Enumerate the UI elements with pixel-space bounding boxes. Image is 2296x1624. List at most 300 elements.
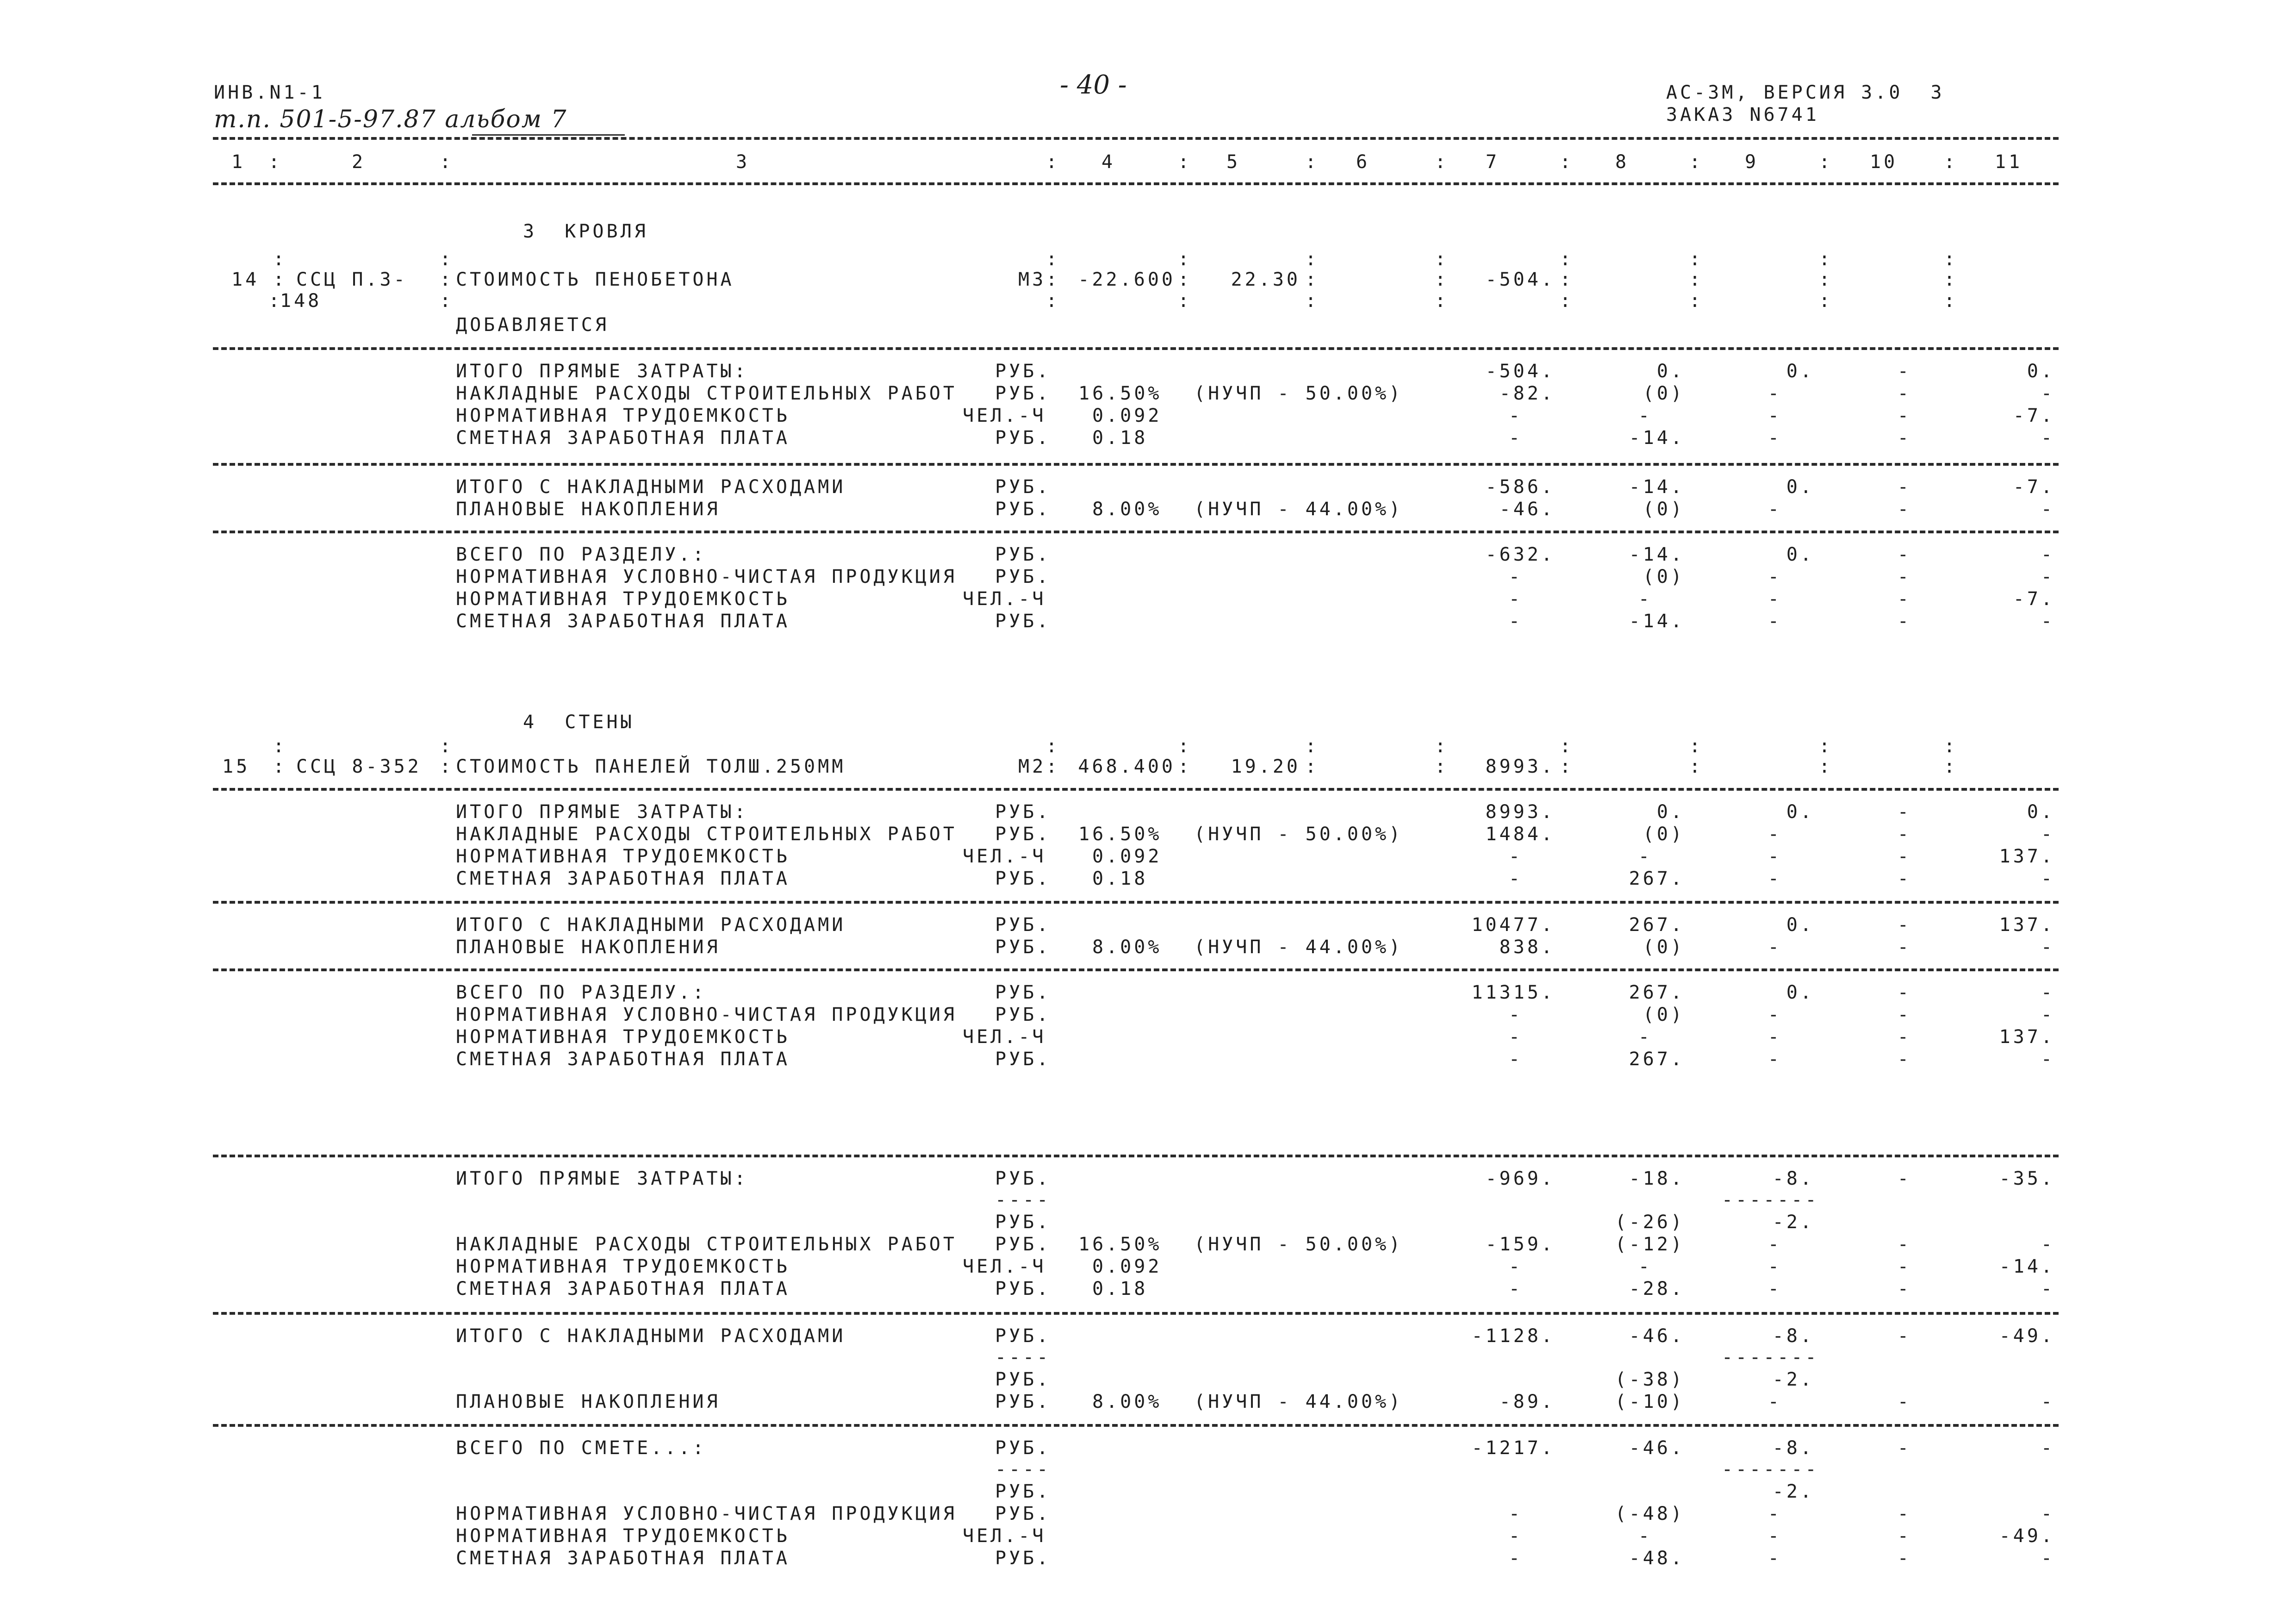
row-unit: ЧЕЛ.-Ч xyxy=(963,1256,1046,1277)
rule xyxy=(213,1424,2059,1427)
cell-c11: - xyxy=(2041,824,2055,845)
cell-c11: - xyxy=(2041,1437,2055,1459)
cell-c8: (0) xyxy=(1643,566,1685,587)
row-unit: РУБ. xyxy=(995,1503,1051,1524)
col-sep: : xyxy=(1046,290,1060,312)
cell-c7: -1128. xyxy=(1471,1325,1555,1347)
cell-c7: - xyxy=(1508,1004,1523,1025)
cell-c7: 8993. xyxy=(1485,801,1555,823)
rate-note: (НУЧП - 50.00%) xyxy=(1194,824,1403,845)
col-sep: : xyxy=(273,249,287,270)
cell-c11: - xyxy=(2041,1234,2055,1255)
cell-c8: -46. xyxy=(1629,1325,1685,1347)
col-sep: : xyxy=(1944,736,1958,757)
row-unit: РУБ. xyxy=(995,499,1051,520)
col-sep: : xyxy=(1305,269,1319,290)
unit-dashes: ---- xyxy=(995,1347,1051,1368)
cell-c8: (-48) xyxy=(1615,1503,1685,1524)
cell-c9: 0. xyxy=(1786,544,1814,565)
row-unit: РУБ. xyxy=(995,1437,1051,1459)
col-sep: : xyxy=(1560,290,1574,312)
cell-c9: -8. xyxy=(1772,1168,1814,1189)
row-unit: РУБ. xyxy=(995,914,1051,936)
col-num-5: 5 xyxy=(1226,151,1241,173)
col-sep: : xyxy=(273,756,287,777)
rate-pct: 16.50% xyxy=(1078,824,1162,845)
col-num-2: 2 xyxy=(352,151,366,173)
col-sep: : xyxy=(1560,249,1574,270)
section-heading: 4 СТЕНЫ xyxy=(523,712,635,733)
cell-c10: - xyxy=(1897,361,1911,382)
cell-c9: - xyxy=(1767,427,1782,449)
item-cost: 8993. xyxy=(1485,756,1555,777)
cell-c8: - xyxy=(1638,1256,1652,1277)
cell-c7: 1484. xyxy=(1485,824,1555,845)
row-unit: ЧЕЛ.-Ч xyxy=(963,846,1046,867)
cell-c11: - xyxy=(2041,1503,2055,1524)
cell-c7: - xyxy=(1508,588,1523,610)
item-cost: -504. xyxy=(1485,269,1555,290)
system-version: АС-3М, ВЕРСИЯ 3.0 3 xyxy=(1666,82,1945,103)
row-label: НОРМАТИВНАЯ УСЛОВНО-ЧИСТАЯ ПРОДУКЦИЯ xyxy=(456,1004,957,1025)
row-unit: РУБ. xyxy=(995,868,1051,889)
row-label: ПЛАНОВЫЕ НАКОПЛЕНИЯ xyxy=(456,937,721,958)
cell-c7: - xyxy=(1508,1548,1523,1569)
row-label: ИТОГО С НАКЛАДНЫМИ РАСХОДАМИ xyxy=(456,476,846,498)
item-code: ССЦ П.3- xyxy=(296,269,408,290)
cell-c7: - xyxy=(1508,1026,1523,1048)
cell-c9: - xyxy=(1767,1391,1782,1412)
cell-c7: - xyxy=(1508,405,1523,426)
cell-c9: - xyxy=(1767,499,1782,520)
cell-c11: - xyxy=(2041,1004,2055,1025)
row-unit: ЧЕЛ.-Ч xyxy=(963,1026,1046,1048)
cell-c9: 0. xyxy=(1786,361,1814,382)
rule xyxy=(213,1312,2059,1315)
item-code: ССЦ 8-352 xyxy=(296,756,422,777)
header-rule-top xyxy=(213,137,2059,140)
cell-c10: - xyxy=(1897,1234,1911,1255)
rate-note: (НУЧП - 44.00%) xyxy=(1194,937,1403,958)
rule xyxy=(213,788,2059,791)
col-sep: : xyxy=(1944,151,1958,173)
rate-note: (НУЧП - 44.00%) xyxy=(1194,1391,1403,1412)
cell-c10: - xyxy=(1897,868,1911,889)
col-sep: : xyxy=(1689,290,1704,312)
item-qty: 468.400 xyxy=(1078,756,1176,777)
col-sep: : xyxy=(1560,269,1574,290)
cell-dashes: ------- xyxy=(1722,1459,1819,1480)
col-sep: : xyxy=(268,290,283,312)
col-sep: : xyxy=(1819,736,1833,757)
col-sep: : xyxy=(1305,249,1319,270)
cell-c10: - xyxy=(1897,476,1911,498)
cell-c8: -14. xyxy=(1629,544,1685,565)
cell-c7: -632. xyxy=(1485,544,1555,565)
col-sep: : xyxy=(268,151,283,173)
row-unit: РУБ. xyxy=(995,361,1051,382)
rate-labor: 0.092 xyxy=(1092,1256,1162,1277)
cell-c10: - xyxy=(1897,1049,1911,1070)
cell-c8: -28. xyxy=(1629,1278,1685,1299)
rate-note: (НУЧП - 44.00%) xyxy=(1194,499,1403,520)
col-sep: : xyxy=(1944,756,1958,777)
cell-c9: 0. xyxy=(1786,982,1814,1003)
rate-labor: 0.092 xyxy=(1092,846,1162,867)
cell-c9: - xyxy=(1767,1256,1782,1277)
cell-c8: (0) xyxy=(1643,937,1685,958)
col-sep: : xyxy=(440,151,454,173)
cell-c8: (-10) xyxy=(1615,1391,1685,1412)
rule xyxy=(213,968,2059,971)
item-price: 22.30 xyxy=(1231,269,1300,290)
cell-c10: - xyxy=(1897,1168,1911,1189)
cell-c10: - xyxy=(1897,611,1911,632)
col-num-3: 3 xyxy=(736,151,750,173)
cell-c11: - xyxy=(2041,937,2055,958)
col-sep: : xyxy=(440,756,454,777)
row-label: НОРМАТИВНАЯ ТРУДОЕМКОСТЬ xyxy=(456,1256,790,1277)
cell-c11: -49. xyxy=(1999,1325,2055,1347)
cell-c10: - xyxy=(1897,1004,1911,1025)
cell-c7: - xyxy=(1508,1049,1523,1070)
col-sep: : xyxy=(1689,736,1704,757)
cell-c8: 0. xyxy=(1656,361,1685,382)
row-label: НОРМАТИВНАЯ ТРУДОЕМКОСТЬ xyxy=(456,1026,790,1048)
cell-c11: - xyxy=(2041,383,2055,404)
col-sep: : xyxy=(1819,269,1833,290)
cell-c10: - xyxy=(1897,914,1911,936)
cell-c10: - xyxy=(1897,1256,1911,1277)
col-sep: : xyxy=(1178,249,1192,270)
row-label: НАКЛАДНЫЕ РАСХОДЫ СТРОИТЕЛЬНЫХ РАБОТ xyxy=(456,824,957,845)
cell-c11: 0. xyxy=(2027,361,2055,382)
cell-c11: 137. xyxy=(1999,846,2055,867)
unit-dashes: ---- xyxy=(995,1459,1051,1480)
cell-c7: 11315. xyxy=(1471,982,1555,1003)
cell-c9: - xyxy=(1767,846,1782,867)
cell-c11: - xyxy=(2041,1391,2055,1412)
project-handwritten: т.п. 501-5-97.87 альбом 7 xyxy=(214,106,567,133)
col-num-8: 8 xyxy=(1615,151,1630,173)
col-sep: : xyxy=(1689,756,1704,777)
cell-c7: 838. xyxy=(1499,937,1555,958)
cell-c7: -159. xyxy=(1485,1234,1555,1255)
cell-c11: -7. xyxy=(2013,405,2055,426)
row-label: СМЕТНАЯ ЗАРАБОТНАЯ ПЛАТА xyxy=(456,1548,790,1569)
cell-c8: -14. xyxy=(1629,427,1685,449)
cell-c8: 267. xyxy=(1629,868,1685,889)
cell-c9: - xyxy=(1767,868,1782,889)
rate-wage: 0.18 xyxy=(1092,1278,1148,1299)
cell-c7: - xyxy=(1508,1278,1523,1299)
item-name: СТОИМОСТЬ ПАНЕЛЕЙ ТОЛШ.250ММ xyxy=(456,756,846,777)
row-unit: РУБ. xyxy=(995,476,1051,498)
row-unit: РУБ. xyxy=(995,1391,1051,1412)
col-num-10: 10 xyxy=(1870,151,1898,173)
cell-c10: - xyxy=(1897,544,1911,565)
cell-c10: - xyxy=(1897,1503,1911,1524)
cell-c8: -18. xyxy=(1629,1168,1685,1189)
cell-c8: - xyxy=(1638,846,1652,867)
row-label: СМЕТНАЯ ЗАРАБОТНАЯ ПЛАТА xyxy=(456,611,790,632)
cell-c9: - xyxy=(1767,1525,1782,1547)
col-sep: : xyxy=(1046,269,1060,290)
col-sep: : xyxy=(440,736,454,757)
cell-c8: 0. xyxy=(1656,801,1685,823)
cell-c7: -89. xyxy=(1499,1391,1555,1412)
cell-c10: - xyxy=(1897,937,1911,958)
item-unit: М2 xyxy=(1018,756,1046,777)
row-label: НОРМАТИВНАЯ ТРУДОЕМКОСТЬ xyxy=(456,588,790,610)
row-label: ИТОГО ПРЯМЫЕ ЗАТРАТЫ: xyxy=(456,1168,748,1189)
col-sep: : xyxy=(1178,756,1192,777)
cell-c10: - xyxy=(1897,405,1911,426)
item-code-cont: 148 xyxy=(280,290,322,312)
row-label: СМЕТНАЯ ЗАРАБОТНАЯ ПЛАТА xyxy=(456,1049,790,1070)
cell-c8: -14. xyxy=(1629,476,1685,498)
cell-c10: - xyxy=(1897,824,1911,845)
rate-note: (НУЧП - 50.00%) xyxy=(1194,1234,1403,1255)
col-sep: : xyxy=(1305,736,1319,757)
col-sep: : xyxy=(440,269,454,290)
cell-c8: - xyxy=(1638,588,1652,610)
cell-c10: - xyxy=(1897,1548,1911,1569)
cell-c11: -7. xyxy=(2013,476,2055,498)
cell-c8: (0) xyxy=(1643,824,1685,845)
section-heading: 3 КРОВЛЯ xyxy=(523,221,648,242)
cell-c11: - xyxy=(2041,1278,2055,1299)
col-num-7: 7 xyxy=(1486,151,1500,173)
row-unit: РУБ. xyxy=(995,982,1051,1003)
cell-c7: -1217. xyxy=(1471,1437,1555,1459)
cell-c7: - xyxy=(1508,846,1523,867)
col-sep: : xyxy=(1435,736,1449,757)
row-unit: РУБ. xyxy=(995,1168,1051,1189)
col-sep: : xyxy=(1819,249,1833,270)
cell-c11: 137. xyxy=(1999,914,2055,936)
col-num-11: 11 xyxy=(1995,151,2023,173)
row-unit: РУБ. xyxy=(995,566,1051,587)
row-unit: РУБ. xyxy=(995,1004,1051,1025)
cell-c11: 137. xyxy=(1999,1026,2055,1048)
cell-c11: - xyxy=(2041,1548,2055,1569)
row-unit: РУБ. xyxy=(995,427,1051,449)
row-label: СМЕТНАЯ ЗАРАБОТНАЯ ПЛАТА xyxy=(456,868,790,889)
row-unit: ЧЕЛ.-Ч xyxy=(963,588,1046,610)
col-sep: : xyxy=(440,249,454,270)
col-sep: : xyxy=(1178,736,1192,757)
row-label: ПЛАНОВЫЕ НАКОПЛЕНИЯ xyxy=(456,499,721,520)
col-sep: : xyxy=(1305,756,1319,777)
col-sep: : xyxy=(1819,290,1833,312)
rule xyxy=(213,901,2059,904)
cell-c9: - xyxy=(1767,383,1782,404)
cell-c7: - xyxy=(1508,611,1523,632)
cell-c9: - xyxy=(1767,588,1782,610)
cell-c9: - xyxy=(1767,824,1782,845)
cell-c9: - xyxy=(1767,611,1782,632)
cell-c8: (-12) xyxy=(1615,1234,1685,1255)
row-unit: РУБ. xyxy=(995,544,1051,565)
col-sep: : xyxy=(1046,756,1060,777)
row-label: НОРМАТИВНАЯ УСЛОВНО-ЧИСТАЯ ПРОДУКЦИЯ xyxy=(456,566,957,587)
cell-c11: -14. xyxy=(1999,1256,2055,1277)
cell-c7: - xyxy=(1508,566,1523,587)
col-sep: : xyxy=(1046,249,1060,270)
cell-c10: - xyxy=(1897,801,1911,823)
row-unit: РУБ. xyxy=(995,1481,1051,1502)
cell-c11: - xyxy=(2041,427,2055,449)
row-label: ИТОГО ПРЯМЫЕ ЗАТРАТЫ: xyxy=(456,361,748,382)
row-unit: ЧЕЛ.-Ч xyxy=(963,405,1046,426)
cell-c11: -35. xyxy=(1999,1168,2055,1189)
col-sep: : xyxy=(1178,269,1192,290)
col-sep: : xyxy=(1944,290,1958,312)
row-label: ИТОГО ПРЯМЫЕ ЗАТРАТЫ: xyxy=(456,801,748,823)
cell-c7: - xyxy=(1508,1503,1523,1524)
rule xyxy=(213,1155,2059,1157)
cell-c9: 0. xyxy=(1786,476,1814,498)
rate-pct: 16.50% xyxy=(1078,1234,1162,1255)
row-label: ВСЕГО ПО РАЗДЕЛУ.: xyxy=(456,982,707,1003)
cell-c8: - xyxy=(1638,1026,1652,1048)
rule xyxy=(213,463,2059,466)
row-unit: РУБ. xyxy=(995,937,1051,958)
cell-c8: -14. xyxy=(1629,611,1685,632)
cell-dashes: ------- xyxy=(1722,1347,1819,1368)
cell-c11: -7. xyxy=(2013,588,2055,610)
cell-c10: - xyxy=(1897,1278,1911,1299)
cell-c11: - xyxy=(2041,544,2055,565)
rate-pct: 8.00% xyxy=(1092,1391,1162,1412)
cell-c9: - xyxy=(1767,1548,1782,1569)
col-num-9: 9 xyxy=(1745,151,1759,173)
row-label: НАКЛАДНЫЕ РАСХОДЫ СТРОИТЕЛЬНЫХ РАБОТ xyxy=(456,1234,957,1255)
col-sep: : xyxy=(1689,269,1704,290)
cell-c10: - xyxy=(1897,1437,1911,1459)
row-label: ИТОГО С НАКЛАДНЫМИ РАСХОДАМИ xyxy=(456,1325,846,1347)
cell-c9: - xyxy=(1767,1234,1782,1255)
col-sep: : xyxy=(1435,269,1449,290)
col-sep: : xyxy=(1819,151,1833,173)
rate-pct: 8.00% xyxy=(1092,499,1162,520)
cell-c9: - xyxy=(1767,1278,1782,1299)
item-price: 19.20 xyxy=(1231,756,1300,777)
item-unit: М3 xyxy=(1018,269,1046,290)
col-sep: : xyxy=(1305,151,1319,173)
row-unit: РУБ. xyxy=(995,801,1051,823)
col-sep: : xyxy=(1435,151,1449,173)
col-sep: : xyxy=(1046,736,1060,757)
cell-c9: - xyxy=(1767,566,1782,587)
col-sep: : xyxy=(1178,290,1192,312)
row-unit: РУБ. xyxy=(995,1234,1051,1255)
cell-c10: - xyxy=(1897,846,1911,867)
col-sep: : xyxy=(1435,290,1449,312)
cell-c8: 267. xyxy=(1629,914,1685,936)
col-num-1: 1 xyxy=(231,151,246,173)
cell-c7: -504. xyxy=(1485,361,1555,382)
cell-c8: (-38) xyxy=(1615,1369,1685,1390)
row-label: ПЛАНОВЫЕ НАКОПЛЕНИЯ xyxy=(456,1391,721,1412)
cell-c9: -2. xyxy=(1772,1481,1814,1502)
cell-c8: (0) xyxy=(1643,1004,1685,1025)
cell-c10: - xyxy=(1897,588,1911,610)
cell-c8: (-26) xyxy=(1615,1212,1685,1233)
cell-c8: -48. xyxy=(1629,1548,1685,1569)
cell-c11: -49. xyxy=(1999,1525,2055,1547)
col-sep: : xyxy=(1689,249,1704,270)
cell-c8: 267. xyxy=(1629,1049,1685,1070)
col-sep: : xyxy=(273,269,287,290)
cell-c8: (0) xyxy=(1643,499,1685,520)
row-unit: РУБ. xyxy=(995,1369,1051,1390)
col-sep: : xyxy=(1944,249,1958,270)
cell-c8: 267. xyxy=(1629,982,1685,1003)
col-num-6: 6 xyxy=(1356,151,1370,173)
cell-c9: -2. xyxy=(1772,1369,1814,1390)
cell-c9: - xyxy=(1767,1026,1782,1048)
row-label: СМЕТНАЯ ЗАРАБОТНАЯ ПЛАТА xyxy=(456,427,790,449)
cell-c10: - xyxy=(1897,1525,1911,1547)
row-unit: РУБ. xyxy=(995,1278,1051,1299)
col-sep: : xyxy=(1560,736,1574,757)
cell-c10: - xyxy=(1897,1026,1911,1048)
cell-c10: - xyxy=(1897,566,1911,587)
row-unit: РУБ. xyxy=(995,1325,1051,1347)
unit-dashes: ---- xyxy=(995,1189,1051,1211)
cell-c9: - xyxy=(1767,1004,1782,1025)
item-qty: -22.600 xyxy=(1078,269,1176,290)
cell-c7: -969. xyxy=(1485,1168,1555,1189)
row-label: СМЕТНАЯ ЗАРАБОТНАЯ ПЛАТА xyxy=(456,1278,790,1299)
cell-c7: -586. xyxy=(1485,476,1555,498)
row-unit: РУБ. xyxy=(995,824,1051,845)
item-number: 15 xyxy=(222,756,250,777)
item-name: СТОИМОСТЬ ПЕНОБЕТОНА xyxy=(456,269,734,290)
item-number: 14 xyxy=(231,269,260,290)
cell-dashes: ------- xyxy=(1722,1189,1819,1211)
cell-c11: - xyxy=(2041,868,2055,889)
cell-c10: - xyxy=(1897,383,1911,404)
cell-c7: - xyxy=(1508,427,1523,449)
cell-c10: - xyxy=(1897,1325,1911,1347)
header-rule-bottom xyxy=(213,182,2059,185)
cell-c8: - xyxy=(1638,405,1652,426)
cell-c7: 10477. xyxy=(1471,914,1555,936)
cell-c8: -46. xyxy=(1629,1437,1685,1459)
row-unit: ЧЕЛ.-Ч xyxy=(963,1525,1046,1547)
rate-wage: 0.18 xyxy=(1092,427,1148,449)
col-sep: : xyxy=(1178,151,1192,173)
cell-c11: - xyxy=(2041,566,2055,587)
cell-c8: - xyxy=(1638,1525,1652,1547)
col-sep: : xyxy=(1435,249,1449,270)
row-unit: РУБ. xyxy=(995,611,1051,632)
row-unit: РУБ. xyxy=(995,383,1051,404)
row-label: НОРМАТИВНАЯ ТРУДОЕМКОСТЬ xyxy=(456,846,790,867)
col-sep: : xyxy=(1819,756,1833,777)
row-unit: РУБ. xyxy=(995,1049,1051,1070)
row-unit: РУБ. xyxy=(995,1212,1051,1233)
rate-wage: 0.18 xyxy=(1092,868,1148,889)
page-number: - 40 - xyxy=(1060,70,1127,100)
cell-c9: 0. xyxy=(1786,801,1814,823)
row-label: ВСЕГО ПО СМЕТЕ...: xyxy=(456,1437,707,1459)
cell-c11: 0. xyxy=(2027,801,2055,823)
inventory-number: ИНВ.N1-1 xyxy=(214,82,325,103)
